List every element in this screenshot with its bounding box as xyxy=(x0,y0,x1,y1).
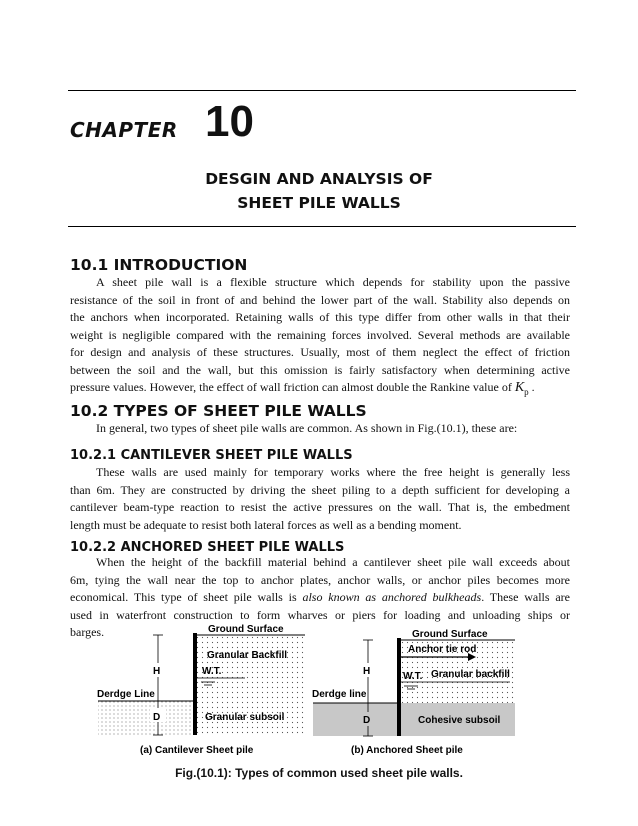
height-label-a: H xyxy=(153,666,161,677)
section-heading-10-2-1: 10.2.1 CANTILEVER SHEET PILE WALLS xyxy=(70,448,353,463)
panel-caption-a: (a) Cantilever Sheet pile xyxy=(140,745,254,756)
kp-subscript: p xyxy=(524,386,529,397)
text-line: length must be adequate to resist both lateral forces as well as a bending moment. xyxy=(70,517,462,532)
dredge-line-label-b: Derdge line xyxy=(312,689,367,700)
text-line: weight is negligible compared with the remaining forces involved. Several methods are available xyxy=(70,327,570,342)
backfill-label-a: Granular Backfill xyxy=(207,650,288,661)
subsoil-a xyxy=(98,701,195,735)
text-line: for design and analysis of these structures. Usually, most of them neglect the effect of friction xyxy=(70,345,570,359)
depth-label-b: D xyxy=(363,715,371,726)
water-table-label-a: W.T. xyxy=(202,666,222,677)
backfill-label-b: Granular backfill xyxy=(431,669,510,680)
figure-caption: Fig.(10.1): Types of common used sheet pile walls. xyxy=(175,766,463,780)
text-line: pressure values. However, the effect of wall friction can almost double the Rankine value of xyxy=(70,380,512,394)
ground-surface-label-a: Ground Surface xyxy=(208,624,284,635)
panel-caption-b: (b) Anchored Sheet pile xyxy=(351,745,463,756)
panel-cantilever xyxy=(97,624,305,756)
kp-letter: K xyxy=(514,380,525,395)
subsoil-label-a: Granular subsoil xyxy=(205,712,285,723)
subsoil-label-b: Cohesive subsoil xyxy=(418,715,501,726)
panel-anchored xyxy=(312,629,515,756)
text-line: used in waterfront construction to form wharves or piers for loading and unloading ships or xyxy=(70,607,570,622)
sheet-pile-a xyxy=(193,633,197,735)
text-segment: economical. This type of sheet pile walls is xyxy=(70,590,303,604)
height-label-b: H xyxy=(363,666,371,677)
text-line: the anchors when incorporated. Retaining walls of this type differ from other walls in that their xyxy=(70,310,570,324)
text-segment: . These walls are xyxy=(481,590,570,604)
text-line: cantilever beam-type reaction to resist the active pressures on the wall. That is, the embedment xyxy=(70,500,570,514)
section-heading-10-2: 10.2 TYPES OF SHEET PILE WALLS xyxy=(70,402,367,420)
text-line: resistance of the soil in front of and behind the lower part of the wall. Stability also depends on xyxy=(70,292,570,307)
section-heading-10-2-2: 10.2.2 ANCHORED SHEET PILE WALLS xyxy=(70,540,345,555)
text-line: than 6m. They are constructed by driving the sheet piling to a depth sufficient for developing a xyxy=(70,482,570,497)
text-line: A sheet pile wall is a flexible structure which depends for stability upon the passive xyxy=(96,275,570,289)
text-line: 6m, tying the wall near the top to anchor plates, anchor walls, or anchor piles becomes more xyxy=(70,572,570,587)
text-line: barges. xyxy=(70,625,105,639)
text-line: In general, two types of sheet pile walls are common. As shown in Fig.(10.1), these are: xyxy=(96,421,518,435)
chapter-title-line-2: SHEET PILE WALLS xyxy=(237,194,401,212)
depth-label-a: D xyxy=(153,712,161,723)
dredge-line-label-a: Derdge Line xyxy=(97,689,155,700)
chapter-title-line-1: DESGIN AND ANALYSIS OF xyxy=(205,170,433,188)
chapter-number: 10 xyxy=(205,97,254,146)
sheet-pile-b xyxy=(397,638,401,736)
text-line: These walls are used mainly for temporary works where the free height is generally less xyxy=(96,465,570,479)
section-heading-10-1: 10.1 INTRODUCTION xyxy=(70,256,248,274)
sentence-end: . xyxy=(531,380,535,394)
ground-surface-label-b: Ground Surface xyxy=(412,629,488,640)
chapter-label: CHAPTER xyxy=(70,118,178,142)
anchor-tie-rod-label: Anchor tie rod xyxy=(408,644,477,655)
water-table-label-b: W.T. xyxy=(403,671,423,682)
text-line: When the height of the backfill material behind a cantilever sheet pile wall exceeds about xyxy=(96,555,570,569)
text-line: between the soil and the wall, but this omission is fairly satisfactory when determining active xyxy=(70,362,570,377)
italic-term: also known as anchored bulkheads xyxy=(302,590,482,604)
